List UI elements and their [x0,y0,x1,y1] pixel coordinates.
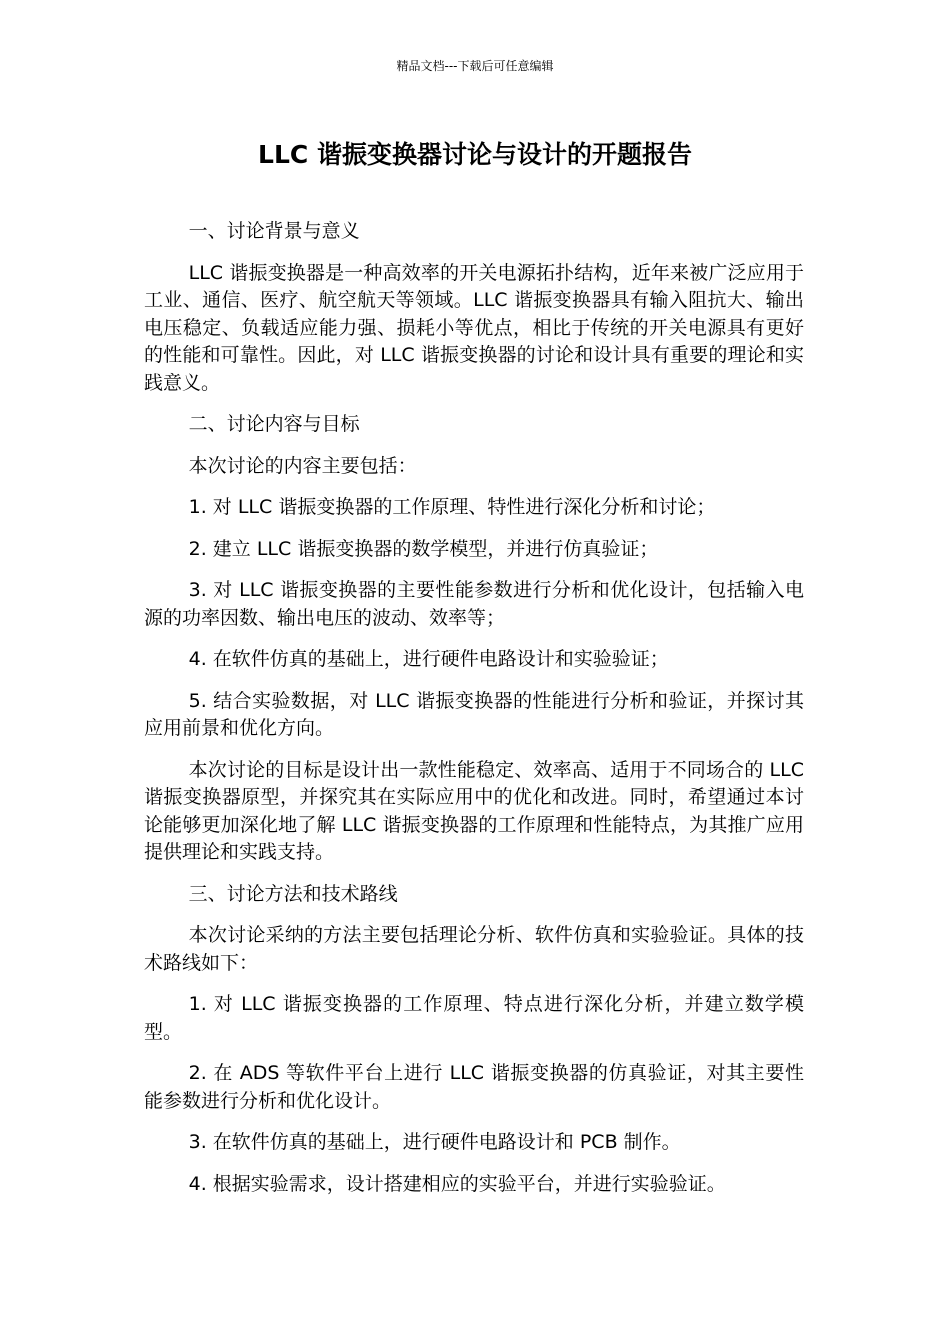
document-body [144,218,804,1212]
paragraph-background: LLC 谐振变换器是一种高效率的开关电源拓扑结构，近年来被广泛应用于工业、通信、医疗、航空航天等领域。LLC 谐振变换器具有输入阻抗大、输出电压稳定、负载适应能力强、损耗小等优点，相比于传统的开关电源具有更好的性能和可靠性。因此，对 LLC 谐振变换器的讨论和设计具有重要的理论和实践意义。 [144,261,804,394]
list-item-content-2: 2. 建立 LLC 谐振变换器的数学模型，并进行仿真验证； [188,537,659,560]
list-item-route-3: 3. 在软件仿真的基础上，进行硬件电路设计和 PCB 制作。 [188,1131,681,1153]
list-item-route-4: 4. 根据实验需求，设计搭建相应的实验平台，并进行实验验证。 [188,1172,726,1195]
section-heading-methods: 三、讨论方法和技术路线 [188,882,398,905]
list-item-content-5: 5. 结合实验数据，对 LLC 谐振变换器的性能进行分析和验证，并探讨其应用前景和优化方向。 [144,689,804,739]
paragraph-methods-intro: 本次讨论采纳的方法主要包括理论分析、软件仿真和实验验证。具体的技术路线如下： [144,924,804,974]
page-header-note: 精品文档---下载后可任意编辑 [396,59,554,73]
list-item-content-1: 1. 对 LLC 谐振变换器的工作原理、特性进行深化分析和讨论； [188,496,716,518]
list-item-content-4: 4. 在软件仿真的基础上，进行硬件电路设计和实验验证； [188,648,669,670]
section-heading-content-goals: 二、讨论内容与目标 [188,413,360,435]
section-heading-background: 一、讨论背景与意义 [188,220,360,242]
list-item-content-3: 3. 对 LLC 谐振变换器的主要性能参数进行分析和优化设计，包括输入电源的功率因数、输出电压的波动、效率等； [144,579,804,629]
paragraph-content-intro: 本次讨论的内容主要包括： [188,454,417,477]
paragraph-goals: 本次讨论的目标是设计出一款性能稳定、效率高、适用于不同场合的 LLC 谐振变换器原型，并探究其在实际应用中的优化和改进。同时，希望通过本讨论能够更加深化地了解 LLC 谐振变换器的工作原理和性能特点，为其推广应用提供理论和实践支持。 [144,758,804,863]
list-item-route-2: 2. 在 ADS 等软件平台上进行 LLC 谐振变换器的仿真验证，对其主要性能参数进行分析和优化设计。 [144,1062,804,1112]
document-title: LLC 谐振变换器讨论与设计的开题报告 [258,140,692,169]
list-item-route-1: 1. 对 LLC 谐振变换器的工作原理、特点进行深化分析，并建立数学模型。 [144,993,804,1043]
